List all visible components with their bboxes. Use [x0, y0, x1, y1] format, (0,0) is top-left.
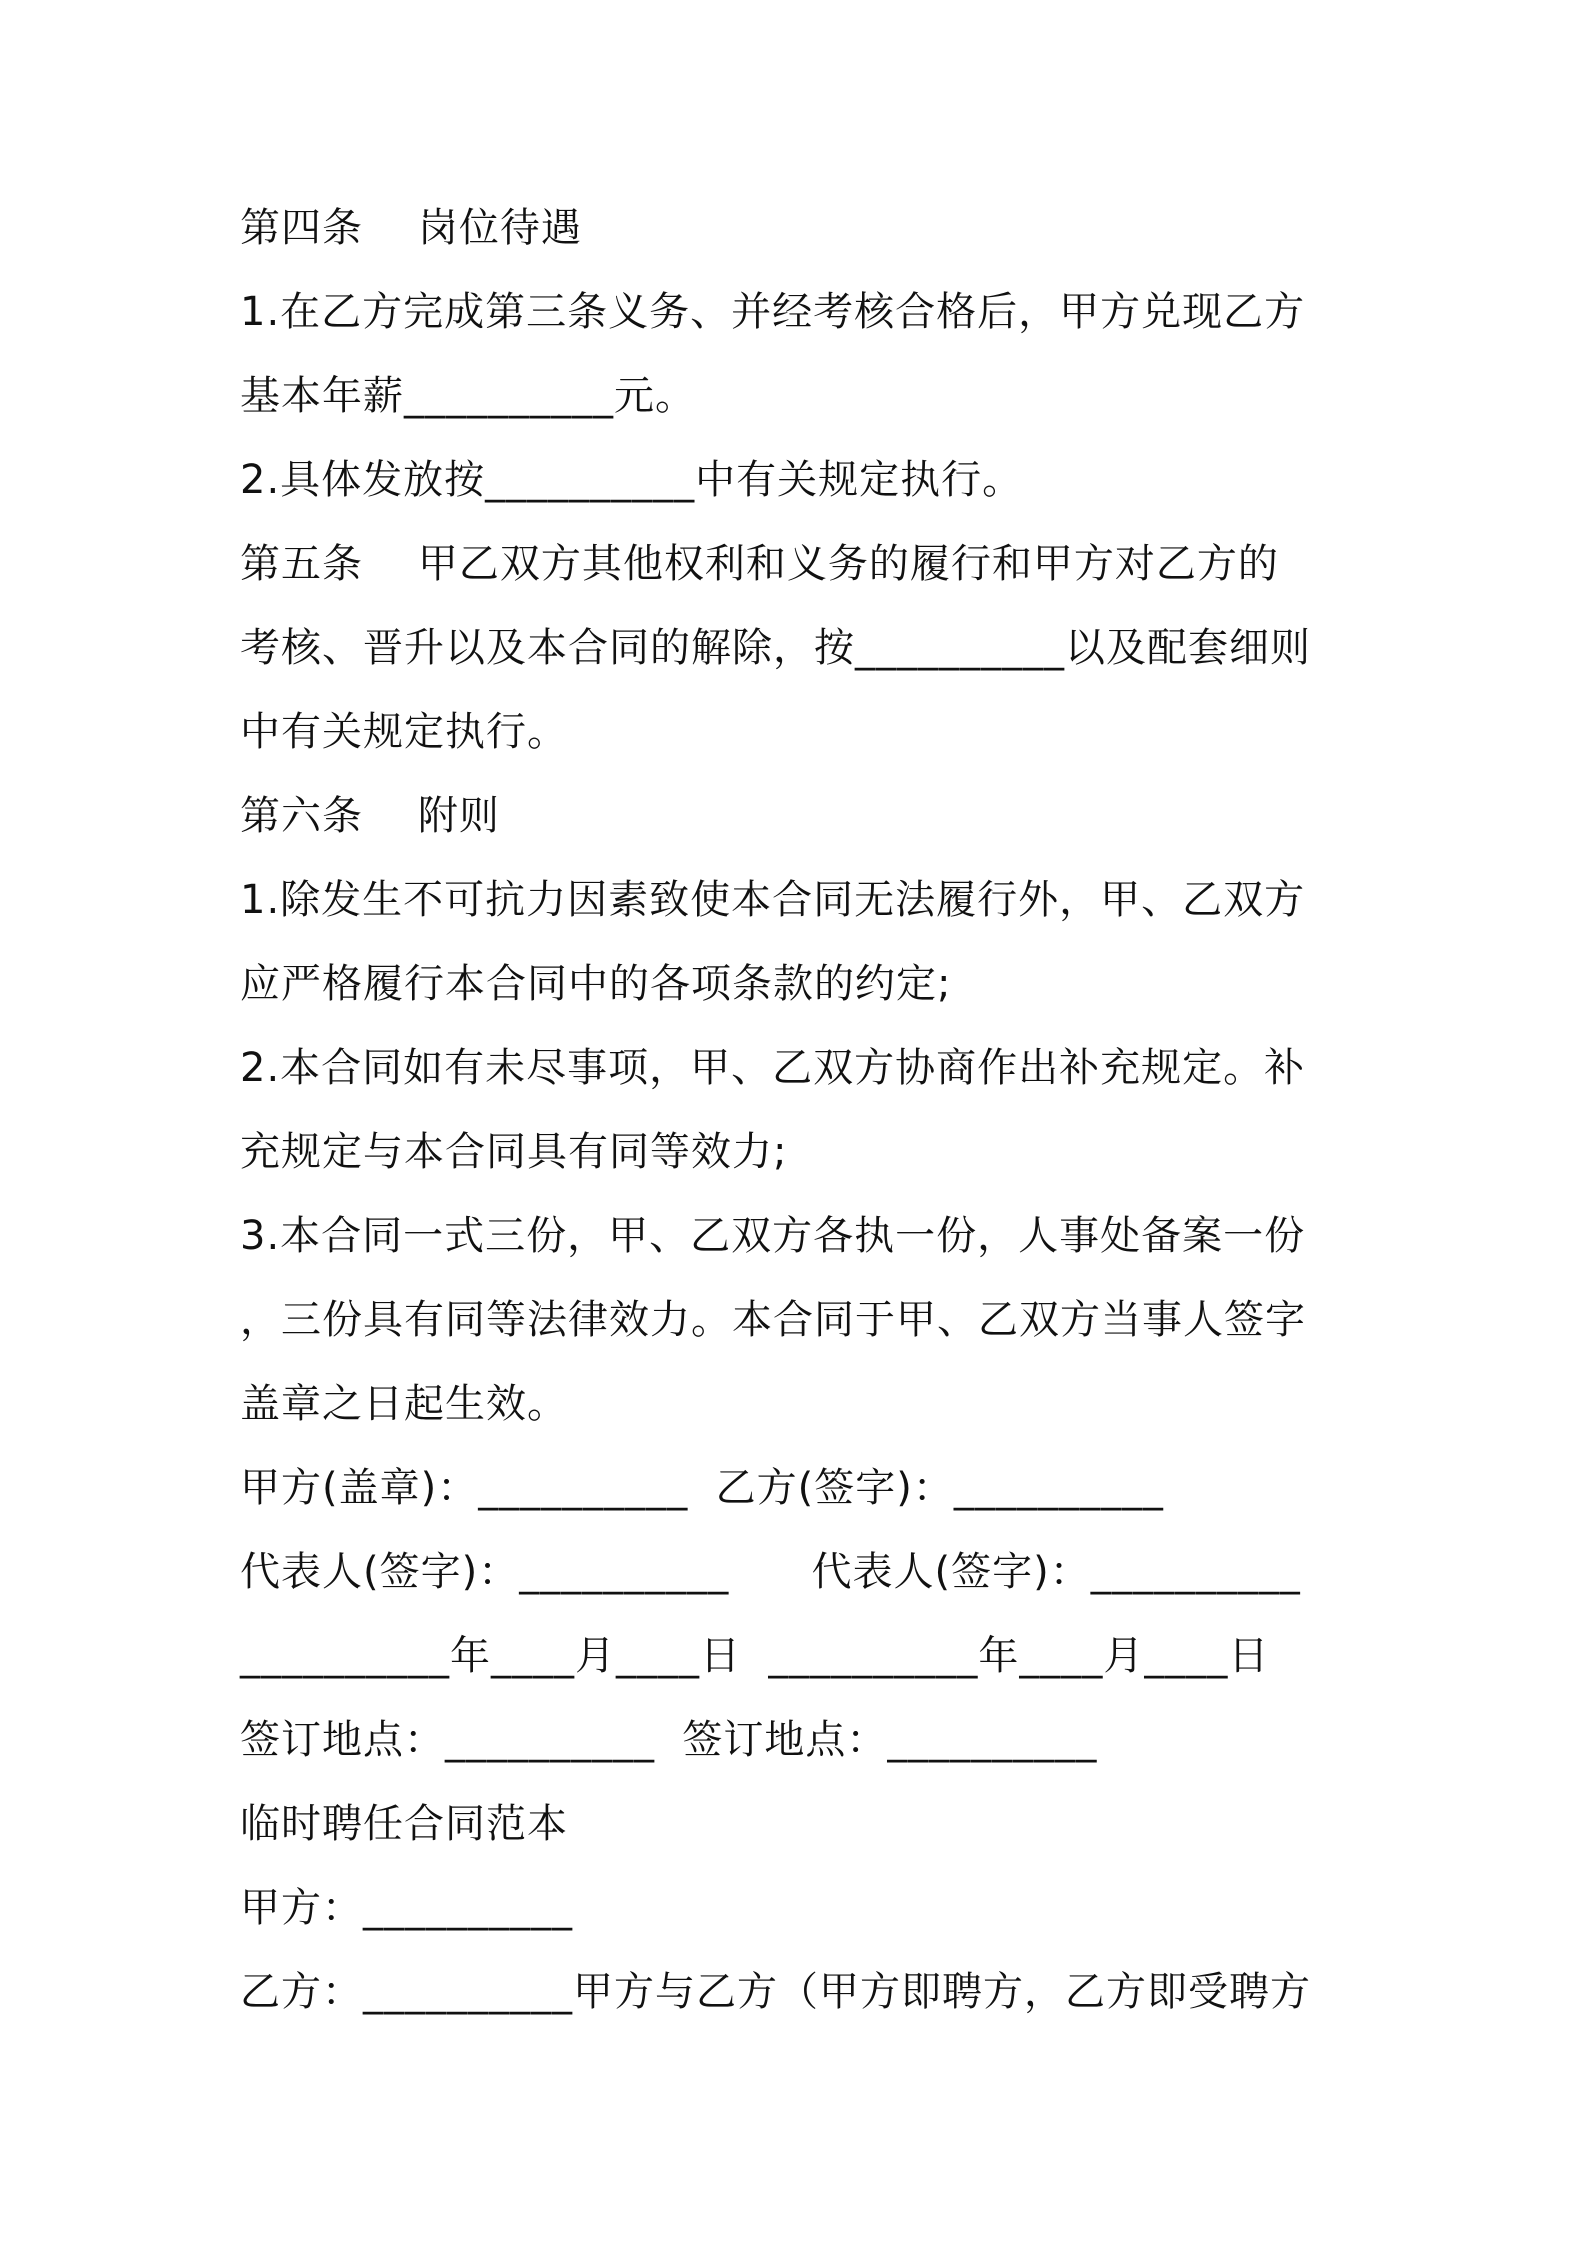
article-4-clause-1: 1.在乙方完成第三条义务、并经考核合格后，甲方兑现乙方: [240, 289, 1306, 335]
article-6-heading: 第六条 附则: [240, 793, 500, 839]
article-4-heading: 第四条 岗位待遇: [240, 205, 582, 251]
signature-date-line: __________年____月____日 __________年____月____日: [240, 1633, 1270, 1679]
article-5-text: 考核、晋升以及本合同的解除，按__________以及配套细则: [240, 625, 1311, 671]
article-6-clause-3: 3.本合同一式三份，甲、乙双方各执一份，人事处备案一份: [240, 1213, 1306, 1259]
article-6-clause-3-end: 盖章之日起生效。: [240, 1381, 568, 1427]
party-a-line: 甲方：__________: [240, 1885, 573, 1931]
signature-representative-line: 代表人(签字)：__________ 代表人(签字)：__________: [240, 1549, 1301, 1595]
article-5-heading: 第五条 甲乙双方其他权利和义务的履行和甲方对乙方的: [240, 541, 1279, 587]
article-4-clause-2: 2.具体发放按__________中有关规定执行。: [240, 457, 1024, 503]
article-6-clause-1: 1.除发生不可抗力因素致使本合同无法履行外，甲、乙双方: [240, 877, 1306, 923]
signature-party-line: 甲方(盖章)：__________ 乙方(签字)：__________: [240, 1465, 1164, 1511]
section-title: 临时聘任合同范本: [240, 1801, 568, 1847]
article-4-clause-1-cont: 基本年薪__________元。: [240, 373, 696, 419]
article-6-clause-3-cont: ，三份具有同等法律效力。本合同于甲、乙双方当事人签字: [240, 1297, 1306, 1343]
article-6-clause-2: 2.本合同如有未尽事项，甲、乙双方协商作出补充规定。补: [240, 1045, 1306, 1091]
party-b-line: 乙方：__________甲方与乙方（甲方即聘方，乙方即受聘方: [240, 1969, 1311, 2015]
article-5-text-cont: 中有关规定执行。: [240, 709, 568, 755]
signature-place-line: 签订地点：__________ 签订地点：__________: [240, 1717, 1098, 1763]
article-6-clause-2-cont: 充规定与本合同具有同等效力;: [240, 1129, 788, 1175]
article-6-clause-1-cont: 应严格履行本合同中的各项条款的约定;: [240, 961, 952, 1007]
